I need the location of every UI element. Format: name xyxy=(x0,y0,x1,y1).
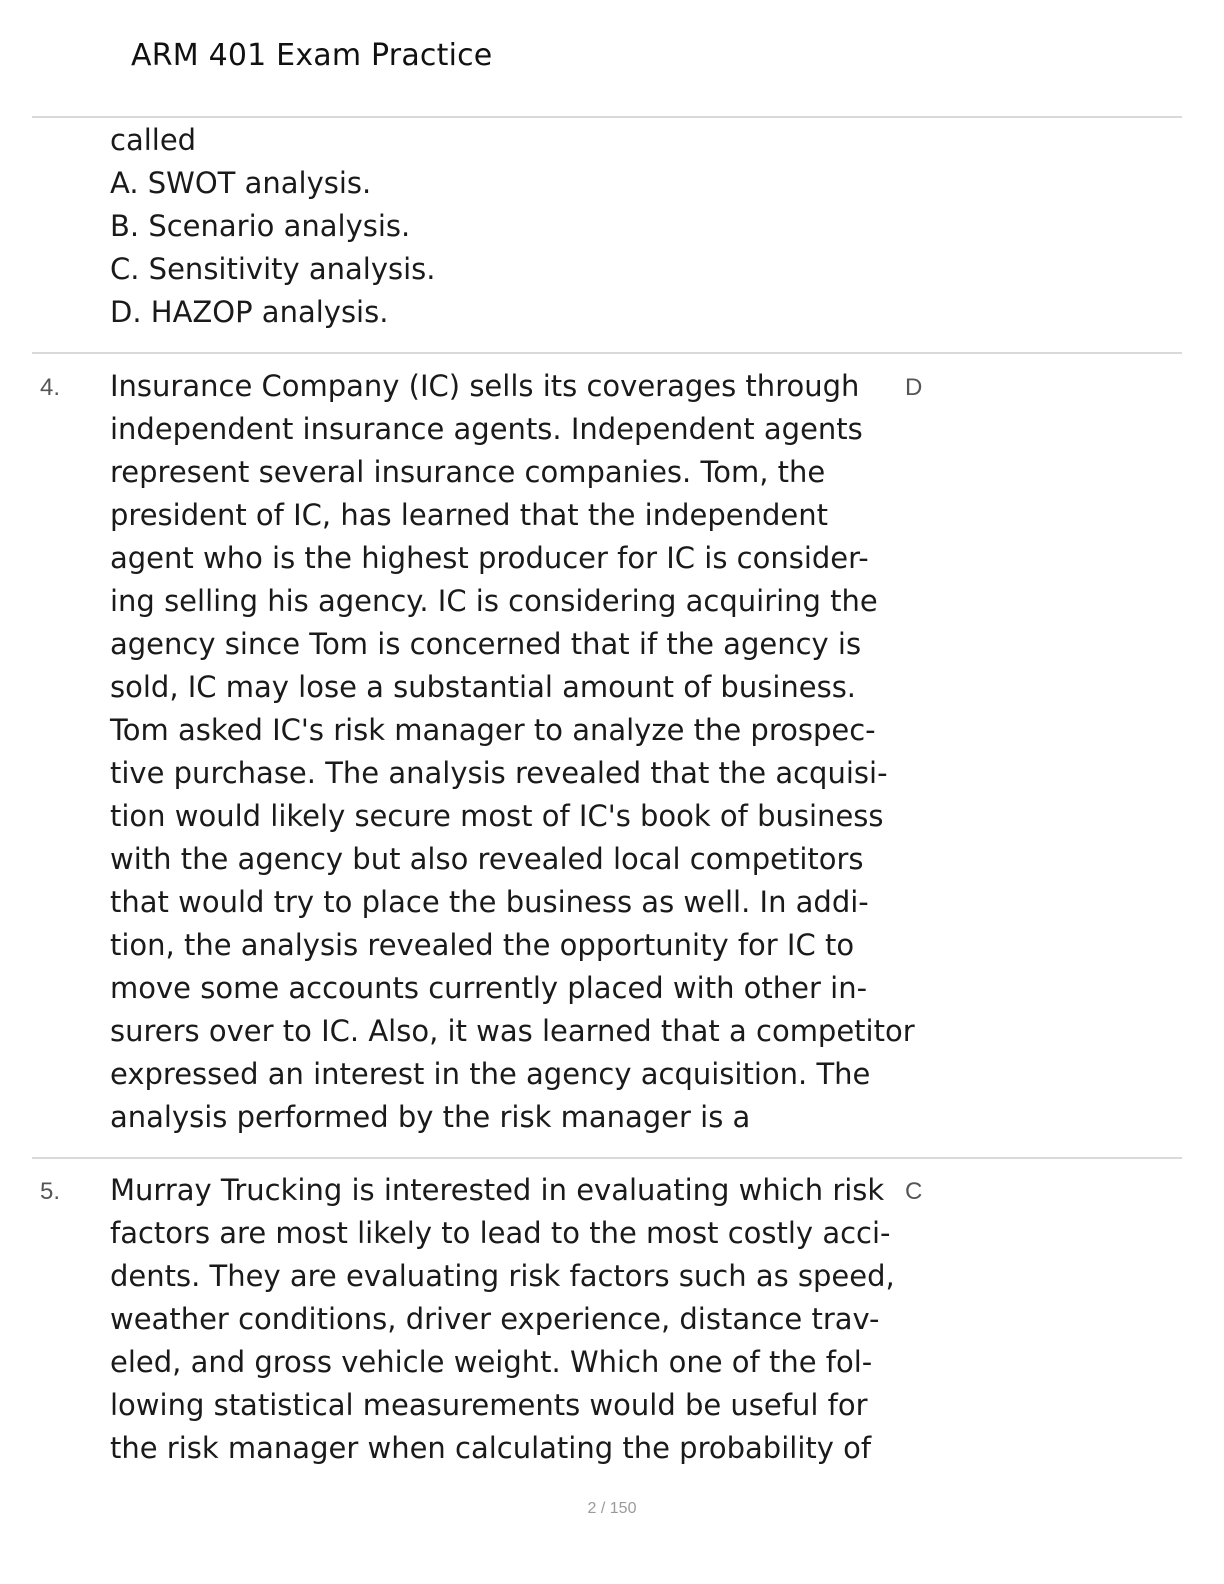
question-text-line: the risk manager when calculating the probability of xyxy=(110,1431,872,1465)
question-text-line: Tom asked IC's risk manager to analyze the prospec- xyxy=(110,713,876,747)
question-text-line: agency since Tom is concerned that if the agency is xyxy=(110,627,862,661)
question-4-text xyxy=(110,365,915,1139)
question-5-text xyxy=(110,1169,910,1470)
answer-key: D xyxy=(905,374,923,401)
question-number: 4. xyxy=(40,374,61,401)
question-text-line: weather conditions, driver experience, distance trav- xyxy=(110,1302,880,1336)
answer-key: C xyxy=(905,1178,923,1205)
answer-option-a: A. SWOT analysis. xyxy=(110,166,372,200)
question-text-line: lowing statistical measurements would be useful for xyxy=(110,1388,868,1422)
divider xyxy=(32,116,1182,118)
page-title: ARM 401 Exam Practice xyxy=(131,38,493,73)
question-text-line: sold, IC may lose a substantial amount of business. xyxy=(110,670,857,704)
question-text-line: called xyxy=(110,123,197,157)
divider xyxy=(32,1157,1182,1159)
question-text-line: tive purchase. The analysis revealed that the acquisi- xyxy=(110,756,888,790)
page-number: 2 / 150 xyxy=(587,1500,637,1517)
question-text-line: ing selling his agency. IC is considering acquiring the xyxy=(110,584,878,618)
question-text-line: Insurance Company (IC) sells its coverages through xyxy=(110,369,860,403)
question-text-line: eled, and gross vehicle weight. Which one of the fol- xyxy=(110,1345,873,1379)
question-text-line: factors are most likely to lead to the most costly acci- xyxy=(110,1216,891,1250)
answer-option-b: B. Scenario analysis. xyxy=(110,209,411,243)
question-text-line: agent who is the highest producer for IC is consider- xyxy=(110,541,869,575)
question-text-line: analysis performed by the risk manager is a xyxy=(110,1100,751,1134)
answer-option-c: C. Sensitivity analysis. xyxy=(110,252,436,286)
question-number: 5. xyxy=(40,1178,61,1205)
question-text-line: tion would likely secure most of IC's book of business xyxy=(110,799,884,833)
answer-option-d: D. HAZOP analysis. xyxy=(110,295,389,329)
question-3-continuation xyxy=(110,119,910,334)
question-text-line: move some accounts currently placed with other in- xyxy=(110,971,868,1005)
divider xyxy=(32,352,1182,354)
question-text-line: surers over to IC. Also, it was learned that a competitor xyxy=(110,1014,915,1048)
question-text-line: dents. They are evaluating risk factors such as speed, xyxy=(110,1259,895,1293)
question-text-line: Murray Trucking is interested in evaluating which risk xyxy=(110,1173,885,1207)
question-text-line: tion, the analysis revealed the opportunity for IC to xyxy=(110,928,855,962)
question-text-line: represent several insurance companies. Tom, the xyxy=(110,455,826,489)
question-text-line: expressed an interest in the agency acquisition. The xyxy=(110,1057,871,1091)
question-text-line: with the agency but also revealed local competitors xyxy=(110,842,864,876)
question-text-line: that would try to place the business as well. In addi- xyxy=(110,885,869,919)
question-text-line: independent insurance agents. Independent agents xyxy=(110,412,863,446)
question-text-line: president of IC, has learned that the independent xyxy=(110,498,828,532)
